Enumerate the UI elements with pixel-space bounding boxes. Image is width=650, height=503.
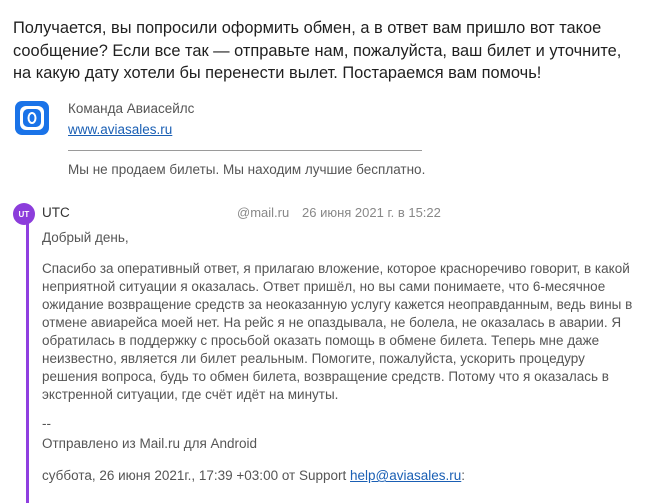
support-email-link[interactable]: help@aviasales.ru bbox=[350, 468, 462, 483]
aviasales-logo-icon bbox=[15, 101, 49, 135]
signature-tagline: Мы не продаем билеты. Мы находим лучшие бесплатно. bbox=[68, 162, 426, 177]
message-date: 26 июня 2021 г. в 15:22 bbox=[302, 205, 441, 220]
signature-website-link[interactable]: www.aviasales.ru bbox=[68, 122, 173, 137]
message-intro-text: Получается, вы попросили оформить обмен, а в ответ вам пришло вот такое сообщение? Если все так — отправьте нам, пожалуйста, ваш билет и уточните, на какую дату хотели бы перенести вылет. Постараемся вам помочь! bbox=[13, 19, 622, 82]
quote-bar bbox=[26, 222, 29, 503]
reply-header-prefix: суббота, 26 июня 2021г., 17:39 +03:00 от Support bbox=[42, 468, 351, 483]
signature-divider bbox=[68, 150, 422, 151]
sender-email[interactable]: @mail.ru bbox=[237, 205, 290, 220]
quoted-greeting: Добрый день, bbox=[42, 230, 129, 245]
quoted-body: Спасибо за оперативный ответ, я прилагаю вложение, которое красноречиво говорит, в какой неприятной ситуации я оказалась. Ответ пришёл, но вы сами понимаете, что 6-месячное ожидание возвращение средств за неоказанную услугу кажется неоправданным, ведь вины в отмене авиарейса моей нет. На рейс я не опаздывала, не болела, не оказалась в аварии. Я обратилась в поддержку с просьбой оказать помощь в обмене билета. Теперь мне даже неизвестно, является ли билет реальным. Помогите, пожалуйста, ускорить процедуру решения вопроса, будь то обмен билета, возвращение средств. Потому что я оказалась в экстренной ситуации, где счёт идёт на минуты. bbox=[42, 261, 633, 402]
signature-separator: -- bbox=[42, 416, 51, 431]
reply-header-suffix: : bbox=[461, 468, 466, 483]
sender-name[interactable]: UTC bbox=[42, 205, 70, 220]
sent-from-line: Отправлено из Mail.ru для Android bbox=[42, 436, 258, 451]
avatar[interactable]: UT bbox=[13, 203, 35, 225]
reply-header-line bbox=[42, 467, 465, 485]
signature-team-name: Команда Авиасейлс bbox=[68, 101, 195, 116]
